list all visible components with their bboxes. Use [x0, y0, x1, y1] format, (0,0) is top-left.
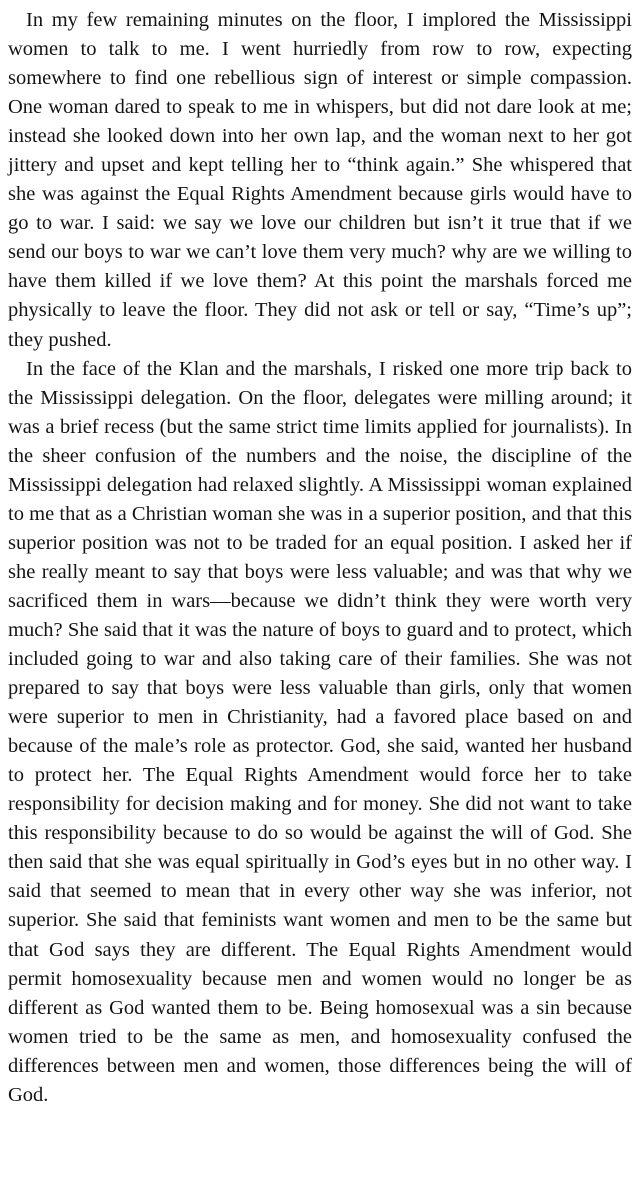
body-text	[8, 6, 632, 1110]
paragraph-2: In the face of the Klan and the marshals, I risked one more trip back to the Mississippi delegation. On the floor, delegates were milling around; it was a brief recess (but the same strict time limits applied for journalists). In the sheer confusion of the numbers and the noise, the discipline of the Mississippi delegation had relaxed slightly. A Mississippi woman explained to me that as a Christian woman she was in a superior position, and that this superior position was not to be traded for an equal position. I asked her if she really meant to say that boys were less valuable; and was that why we sacrificed them in wars—because we didn’t think they were worth very much? She said that it was the nature of boys to guard and to protect, which included going to war and also taking care of their families. She was not prepared to say that boys were less valuable than girls, only that women were superior to men in Christianity, had a favored place based on and because of the male’s role as protector. God, she said, wanted her husband to protect her. The Equal Rights Amendment would force her to take responsibility for decision making and for money. She did not want to take this responsibility because to do so would be against the will of God. She then said that she was equal spiritually in God’s eyes but in no other way. I said that seemed to mean that in every other way she was inferior, not superior. She said that feminists want women and men to be the same but that God says they are different. The Equal Rights Amendment would permit homosexuality because men and women would no longer be as different as God wanted them to be. Being homosexual was a sin because women tried to be the same as men, and homosexuality confused the differences between men and women, those differences being the will of God.	[8, 357, 632, 1106]
paragraph-1: In my few remaining minutes on the floor, I implored the Mississippi women to talk to me. I went hurriedly from row to row, expecting somewhere to find one rebellious sign of interest or simple compassion. One woman dared to speak to me in whispers, but did not dare look at me; instead she looked down into her own lap, and the woman next to her got jittery and upset and kept telling her to “think again.” She whispered that she was against the Equal Rights Amendment because girls would have to go to war. I said: we say we love our children but isn’t it true that if we send our boys to war we can’t love them very much? why are we willing to have them killed if we love them? At this point the marshals forced me physically to leave the floor. They did not ask or tell or say, “Time’s up”; they pushed.	[8, 9, 632, 351]
